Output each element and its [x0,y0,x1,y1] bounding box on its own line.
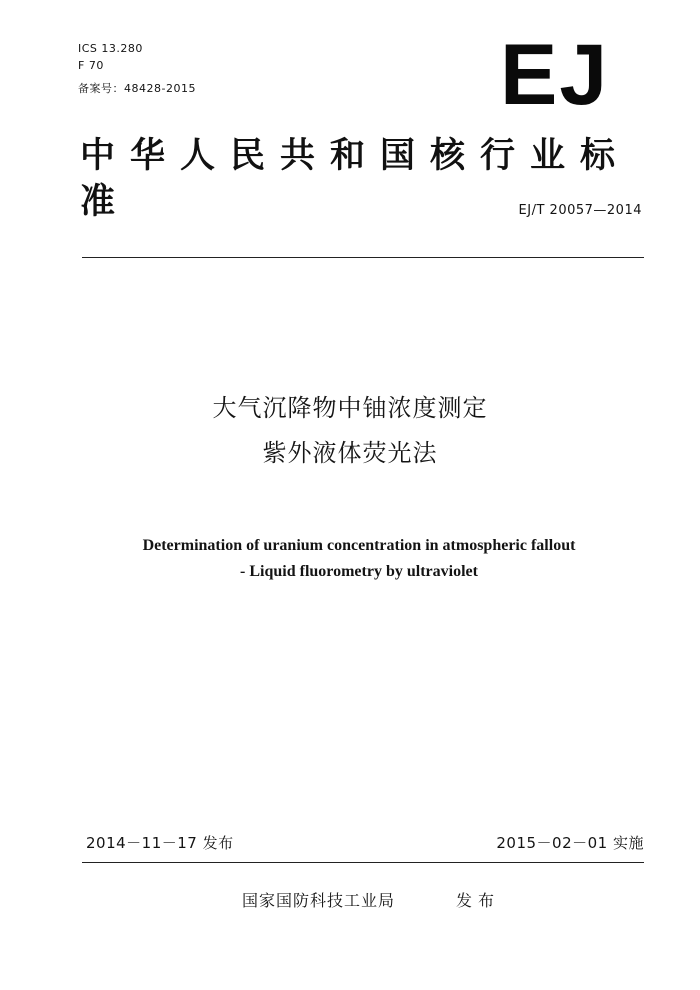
implementation-date: 2015－02－01 实施 [496,834,644,852]
classification-code: F 70 [78,59,104,72]
ej-logo: EJ [500,27,610,123]
publish-label: 发布 [456,891,501,910]
title-en-line2: - Liquid fluorometry by ultraviolet [240,563,478,580]
title-en-line1: Determination of uranium concentration in atmospheric fallout [142,537,576,554]
title-cn-line2: 紫外液体荧光法 [262,439,438,467]
issuing-authority: 国家国防科技工业局 [242,891,396,910]
standard-number: EJ/T 20057—2014 [518,203,642,218]
title-cn-line1: 大气沉降物中铀浓度测定 [212,394,488,422]
issue-date: 2014－11－17 发布 [86,834,234,852]
record-number: 备案号：48428-2015 [78,82,196,95]
ics-code: ICS 13.280 [78,42,143,55]
top-divider [82,257,644,258]
standard-category-title: 中华人民共和国核行业标准 [80,136,631,222]
bottom-divider [82,862,644,863]
